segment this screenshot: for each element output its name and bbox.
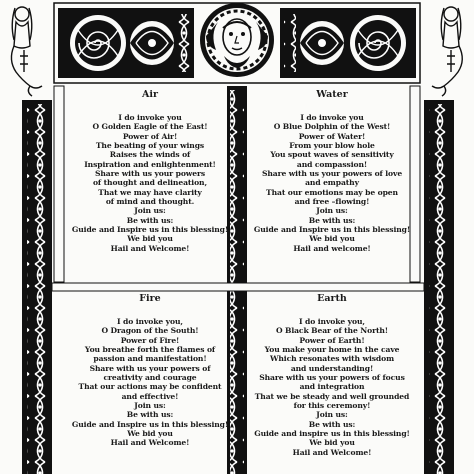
air-line: Inspiration and enlightenment!	[84, 159, 216, 169]
earth-line: Which resonates with wisdom	[269, 354, 395, 364]
earth-line: and understanding!	[290, 363, 374, 373]
water-line: You spout waves of sensitivity	[270, 150, 394, 160]
air-line: Raises the winds of	[109, 150, 191, 160]
fire-line: Join us:	[134, 401, 166, 411]
air-line: Be with us:	[126, 215, 174, 225]
fire-line: You breathe forth the flames of	[84, 345, 216, 355]
water-line: O Blue Dolphin of the West!	[273, 122, 391, 132]
fire-line: and effective!	[121, 391, 179, 401]
water-line: Be with us:	[308, 215, 356, 225]
fire-line: Share with us your powers of	[89, 363, 211, 373]
air-line: O Golden Eagle of the East!	[92, 122, 208, 132]
air-line: Share with us your powers	[94, 169, 206, 179]
earth-line: Join us:	[316, 410, 348, 420]
water-line: and empathy	[305, 178, 359, 188]
water-line: Hail and welcome!	[293, 243, 371, 253]
air-line: I do invoke you	[118, 113, 182, 122]
water-line: Join us:	[316, 206, 348, 216]
air-line: Join us:	[134, 206, 166, 216]
earth-line: Hail and Welcome!	[292, 447, 372, 457]
fire-line: creativity and courage	[103, 373, 197, 383]
earth-title: Earth	[317, 293, 347, 304]
air-line: Guide and Inspire us in this blessing!	[71, 225, 229, 235]
fire-line: That our actions may be confident	[78, 382, 222, 392]
water-invocation	[250, 90, 414, 253]
air-line: of thought and delineation,	[92, 178, 208, 188]
air-line: The beating of your wings	[95, 141, 205, 151]
mermaid-icon	[432, 7, 462, 96]
air-invocation	[68, 90, 232, 253]
fire-line: passion and manifestation!	[93, 354, 207, 364]
earth-line: for this ceremony!	[293, 401, 371, 411]
earth-line: That we be steady and well grounded	[254, 391, 410, 401]
fire-line: I do invoke you,	[117, 317, 183, 326]
air-line: Power of Air!	[122, 131, 178, 141]
water-title: Water	[316, 89, 348, 100]
earth-line: I do invoke you,	[299, 317, 365, 326]
celtic-spiral-knot-icon	[58, 8, 194, 78]
water-line: I do invoke you	[300, 113, 364, 122]
water-line: From your blow hole	[289, 141, 375, 151]
green-man-face-icon	[200, 3, 274, 77]
fire-line: O Dragon of the South!	[101, 326, 199, 336]
earth-invocation	[250, 294, 414, 457]
air-line: Hail and Welcome!	[110, 243, 190, 253]
earth-line: Share with us your powers of focus	[259, 373, 405, 383]
air-title: Air	[142, 89, 158, 100]
water-line: Share with us your powers of love	[261, 169, 403, 179]
water-line: Power of Water!	[298, 131, 366, 141]
earth-line: We bid you	[309, 438, 355, 448]
air-line: of mind and thought.	[105, 197, 195, 207]
water-line: We bid you	[309, 234, 355, 244]
air-line: That we may have clarity	[98, 187, 202, 197]
fire-line: Power of Fire!	[120, 335, 180, 345]
fire-line: Be with us:	[126, 410, 174, 420]
celtic-spiral-knot-icon	[280, 8, 416, 78]
earth-line: You make your home in the cave	[264, 345, 400, 355]
fire-invocation	[68, 294, 232, 448]
celtic-knotwork-border	[424, 100, 454, 474]
air-line: We bid you	[127, 234, 173, 244]
water-line: and compassion!	[296, 159, 368, 169]
earth-line: and integration	[299, 382, 365, 392]
fire-line: Hail and Welcome!	[110, 438, 190, 448]
fire-line: Guide and Inspire us in this blessing!	[71, 419, 229, 429]
water-line: That our emotions may be open	[266, 187, 398, 197]
earth-line: Power of Earth!	[299, 335, 365, 345]
fire-line: We bid you	[127, 429, 173, 439]
earth-line: O Black Bear of the North!	[275, 326, 389, 336]
fire-title: Fire	[139, 293, 161, 304]
mermaid-icon	[11, 7, 42, 96]
earth-line: Be with us:	[308, 419, 356, 429]
celtic-knotwork-border	[52, 283, 424, 291]
water-line: and free –flowing!	[294, 197, 370, 207]
water-line: Guide and Inspire us in this blessing!	[253, 225, 411, 235]
celtic-knotwork-border	[22, 100, 52, 474]
earth-line: Guide and inspire us in this blessing!	[254, 429, 410, 439]
